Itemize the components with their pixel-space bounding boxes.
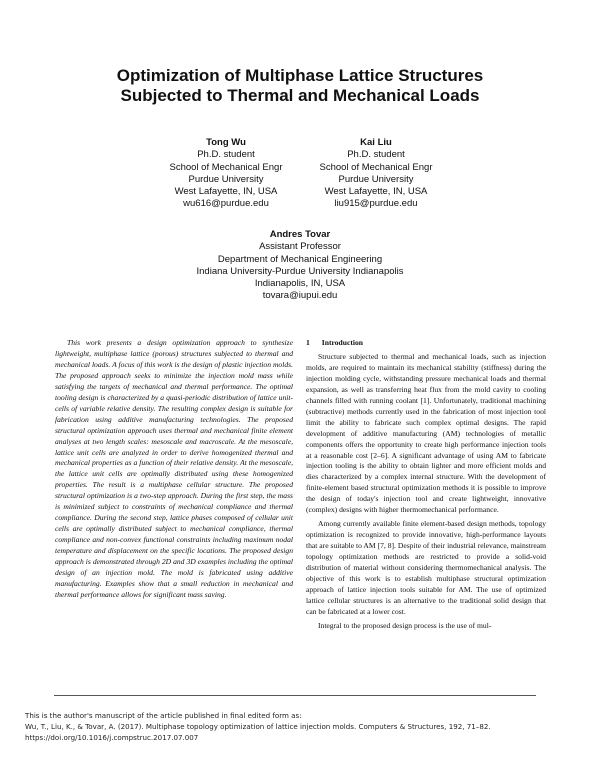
- author-email: liu915@purdue.edu: [334, 198, 418, 210]
- author-name: Kai Liu: [360, 137, 392, 148]
- introduction-column: [306, 338, 546, 632]
- paper-title: [0, 66, 600, 106]
- author-location: West Lafayette, IN, USA: [324, 186, 428, 198]
- section-heading: [306, 338, 546, 349]
- intro-paragraph-3: Integral to the proposed design process is the use of mul-: [318, 620, 492, 630]
- author-dept: Department of Mechanical Engineering: [217, 253, 383, 265]
- author-block-3: [145, 229, 455, 303]
- author-role: Assistant Professor: [259, 241, 341, 253]
- author-block-2: [266, 137, 486, 211]
- section-number: 1: [306, 338, 310, 347]
- abstract: This work presents a design optimization approach to synthesize lightweight, multiphase lattice (porous) structures subjected to thermal and mechanical loads. A focus of this work is the design of plastic injection molds. The proposed approach seeks to minimize the injection mold mass while satisfying the targets of mechanical and thermal performance. The optimal tooling design is characterized by a quasi-periodic distribution of lattice unit-cells of variable relative density. The resulting complex design is suitable for fabrication using additive manufacturing technologies. The proposed structural optimization approach uses thermal and mechanical finite element analyses at two length scales: mesoscale and macroscale. At the mesoscale, lattice unit cells are analyzed in order to derive homogenized thermal and mechanical properties as a function of their relative density. At the mesoscale, the lattice unit cells are optimally distributed using these homogenized properties. The result is a multiphase cellular structure. The proposed structural optimization is a two-step approach. During the first step, the mass is minimized subject to constraints of mechanical compliance and thermal compliance. During the second step, lattice phases composed of cellular unit cells are optimally distributed subject to mechanical compliance, thermal compliance and non-convex functional constraints including maximum nodal temperature and displacement on the specific locations. The proposed design approach is demonstrated through 2D and 3D examples including the optimal design of an injection mold. The mold is fabricated using additive manufacturing. Examples show that a small reduction in mechanical and thermal performance allows for significant mass saving.: [55, 338, 293, 599]
- author-university: Indiana University-Purdue University Indianapolis: [196, 265, 404, 277]
- title-line-1: Optimization of Multiphase Lattice Structures: [116, 66, 484, 85]
- author-role: Ph.D. student: [197, 149, 255, 161]
- footer-line-2: Wu, T., Liu, K., & Tovar, A. (2017). Multiphase topology optimization of lattice injection molds. Computers & Structures, 192, 71–82.: [25, 721, 491, 731]
- author-location: Indianapolis, IN, USA: [254, 278, 346, 290]
- footer-divider: [54, 695, 536, 696]
- footer-doi-link[interactable]: https://doi.org/10.1016/j.compstruc.2017.07.007: [25, 732, 199, 742]
- author-email: wu616@purdue.edu: [183, 198, 269, 210]
- author-location: West Lafayette, IN, USA: [174, 186, 278, 198]
- author-name: Andres Tovar: [269, 229, 331, 240]
- author-name: Tong Wu: [206, 137, 246, 148]
- author-dept: School of Mechanical Engr: [319, 161, 433, 173]
- footer-line-1: This is the author's manuscript of the article published in final edited form as:: [25, 711, 302, 720]
- title-line-2: Subjected to Thermal and Mechanical Loads: [120, 86, 480, 105]
- author-university: Purdue University: [188, 173, 264, 185]
- intro-paragraph-1: Structure subjected to thermal and mechanical loads, such as injection molds, are required to maintain its mechanical stability (stiffness) during the injection molding cycle, withstanding pressure mechanical loads and thermal expansion, as well as transferring heat flux from the mold cavity to cooling channels filled with running coolant [1]. Unfortunately, traditional machining (subtractive) methods currently used in the fabrication of most injection tool limit the ability to fabricate such complex optimal designs. The rapid development of additive manufacturing (AM) technologies of metallic components offers the opportunity to create high performance injection tools at a reasonable cost [2–6]. A significant advantage of using AM to fabricate injection tooling is the ability to obtain lighter and more efficient molds and dies characterized by a complex internal structure. With the development of finite-element based structural optimization methods it is possible to improve the design of today's injection tool and create lightweight, innovative (complex) designs with higher thermomechanical performance.: [306, 351, 546, 515]
- author-dept: School of Mechanical Engr: [169, 161, 283, 173]
- author-email: tovara@iupui.edu: [262, 290, 338, 302]
- author-role: Ph.D. student: [347, 149, 405, 161]
- author-university: Purdue University: [338, 173, 414, 185]
- manuscript-footer: [25, 711, 585, 743]
- intro-paragraph-2: Among currently available finite element-based design methods, topology optimization is recognized to provide innovative, high-performance layouts that are suitable to AM [7, 8]. Despite of their industrial relevance, mainstream topology optimization methods are restricted to provide a solid-void distribution of material without considering thermomechanical analysis. The objective of this work is to establish multiphase structural optimization approach of lattice injection tools suitable for AM. The use of optimized lattice cellular structures is an alternative to the traditional solid design that can be fabricated at a lower cost.: [306, 519, 546, 616]
- section-title: Introduction: [321, 338, 364, 347]
